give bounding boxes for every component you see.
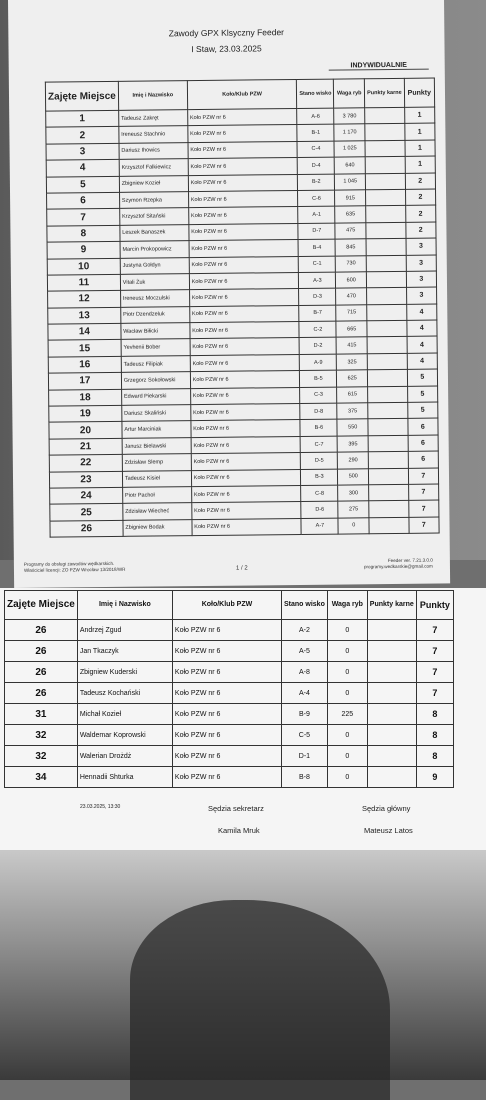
table-row (5, 662, 454, 683)
cell-points: 8 (416, 725, 453, 746)
cell-club: Koło PZW nr 6 (188, 174, 298, 192)
cell-penalty (369, 501, 409, 518)
chief-judge-title: Sędzia główny (362, 804, 411, 813)
cell-stand: C-3 (300, 387, 337, 404)
cell-name: Hennadii Shturka (77, 767, 172, 788)
cell-place: 17 (48, 373, 121, 390)
cell-stand: B-6 (300, 419, 337, 436)
cell-name: Piotr Pachoł (122, 487, 191, 504)
signature-date: 23.03.2025, 13:30 (80, 804, 121, 810)
cell-points: 7 (408, 468, 439, 485)
cell-stand: B-1 (297, 124, 334, 141)
cell-stand: C-7 (300, 436, 337, 453)
cell-stand: D-8 (300, 403, 337, 420)
cell-penalty (367, 288, 407, 305)
cell-penalty (367, 704, 416, 725)
cell-name: Janusz Bielawski (122, 437, 191, 454)
chief-judge-name: Mateusz Latos (364, 826, 413, 835)
col-place-header: Zajęte Miejsce (5, 591, 78, 620)
cell-stand: C-5 (282, 725, 328, 746)
cell-weight: 475 (335, 222, 366, 239)
cell-penalty (368, 435, 408, 452)
cell-place: 26 (5, 683, 78, 704)
cell-weight: 0 (327, 662, 367, 683)
cell-weight: 275 (338, 501, 369, 518)
cell-club: Koło PZW nr 6 (189, 256, 299, 274)
cell-penalty (366, 238, 406, 255)
table-row (5, 683, 454, 704)
cell-stand: A-5 (282, 641, 328, 662)
cell-weight: 615 (337, 386, 368, 403)
cell-name: Dariusz Ihowics (119, 142, 188, 159)
cell-club: Koło PZW nr 6 (190, 387, 300, 405)
cell-club: Koło PZW nr 6 (190, 403, 300, 421)
cell-club: Koło PZW nr 6 (172, 662, 281, 683)
cell-points: 5 (407, 369, 438, 386)
cell-weight: 1 025 (334, 141, 365, 158)
cell-place: 21 (49, 438, 122, 455)
cell-weight: 375 (337, 403, 368, 420)
cell-stand: D-1 (282, 746, 328, 767)
cell-place: 4 (46, 160, 119, 177)
cell-weight: 600 (336, 272, 367, 289)
cell-points: 7 (416, 683, 453, 704)
cell-points: 7 (416, 662, 453, 683)
cell-club: Koło PZW nr 6 (189, 240, 299, 258)
col-points-header: Punkty (404, 78, 435, 107)
results-page-1 (8, 0, 450, 588)
cell-name: Tadeusz Zakręt (118, 110, 187, 127)
cell-points: 4 (406, 304, 437, 321)
cell-name: Grzegorz Sokołowski (121, 372, 190, 389)
cell-stand: D-2 (299, 338, 336, 355)
cell-stand: C-1 (299, 256, 336, 273)
cell-stand: D-6 (301, 501, 338, 518)
cell-club: Koło PZW nr 6 (191, 485, 301, 503)
cell-place: 32 (5, 746, 78, 767)
footer-right (364, 558, 433, 571)
table-row (5, 620, 454, 641)
table-row (50, 517, 439, 537)
cell-points: 3 (406, 238, 437, 255)
cell-points: 4 (407, 336, 438, 353)
col-weight-header: Waga ryb (327, 591, 367, 620)
cell-weight: 415 (337, 337, 368, 354)
cell-name: Piotr Dzendzeluk (121, 306, 190, 323)
cell-stand: D-7 (298, 223, 335, 240)
cell-points: 7 (408, 500, 439, 517)
results-table-page-1 (45, 78, 440, 538)
cell-points: 1 (405, 140, 436, 157)
cell-name: Yevhenii Bober (121, 339, 190, 356)
page-number: 1 / 2 (235, 565, 248, 572)
cell-place: 19 (49, 405, 122, 422)
cell-club: Koło PZW nr 6 (191, 453, 301, 471)
cell-name: Wacław Biłicki (121, 323, 190, 340)
cell-place: 26 (5, 662, 78, 683)
cell-penalty (369, 484, 409, 501)
cell-club: Koło PZW nr 6 (188, 207, 298, 225)
cell-stand: A-6 (297, 108, 334, 125)
cell-club: Koło PZW nr 6 (187, 108, 297, 126)
cell-weight: 1 045 (335, 173, 366, 190)
cell-penalty (365, 107, 405, 124)
cell-weight: 300 (338, 485, 369, 502)
cell-club: Koło PZW nr 6 (172, 704, 281, 725)
cell-penalty (368, 419, 408, 436)
cell-club: Koło PZW nr 6 (189, 223, 299, 241)
cell-points: 3 (406, 255, 437, 272)
cell-stand: A-7 (301, 518, 338, 535)
cell-place: 22 (49, 455, 122, 472)
cell-weight: 665 (336, 321, 367, 338)
cell-stand: B-5 (300, 370, 337, 387)
cell-weight: 635 (335, 206, 366, 223)
table-header-row (5, 591, 454, 620)
cell-place: 15 (48, 340, 121, 357)
table-header-row (45, 78, 434, 111)
cell-name: Vitali Żuk (120, 274, 189, 291)
cell-club: Koło PZW nr 6 (191, 436, 301, 454)
col-club-header: Koło/Klub PZW (172, 591, 281, 620)
cell-name: Walerian Drożdż (77, 746, 172, 767)
cell-penalty (365, 140, 405, 157)
cell-penalty (368, 452, 408, 469)
cell-place: 25 (50, 504, 123, 521)
cell-stand: C-2 (299, 321, 336, 338)
cell-stand: A-3 (299, 272, 336, 289)
col-stand-header: Stano wisko (282, 591, 328, 620)
cell-place: 26 (5, 641, 78, 662)
cell-stand: C-4 (297, 141, 334, 158)
cell-stand: D-3 (299, 288, 336, 305)
cell-weight: 0 (327, 683, 367, 704)
cell-name: Zbigniew Kozieł (119, 175, 188, 192)
results-table-page-2 (4, 590, 454, 788)
cell-place: 8 (47, 225, 120, 242)
cell-stand: B-7 (299, 305, 336, 322)
cell-club: Koło PZW nr 6 (188, 190, 298, 208)
cell-points: 7 (408, 484, 439, 501)
cell-weight: 3 780 (334, 108, 365, 125)
cell-penalty (368, 402, 408, 419)
cell-weight: 395 (338, 436, 369, 453)
cell-penalty (365, 173, 405, 190)
table-row (5, 641, 454, 662)
secretary-title: Sędzia sekretarz (208, 804, 264, 813)
cell-points: 5 (407, 386, 438, 403)
col-weight-header: Waga ryb (334, 79, 365, 108)
results-table-body-2 (5, 620, 454, 788)
footer-email-line: programy.wedkarskie@gmail.com (363, 563, 433, 570)
cell-name: Edward Piekarski (121, 388, 190, 405)
cell-points: 1 (404, 123, 435, 140)
cell-penalty (367, 304, 407, 321)
cell-penalty (367, 725, 416, 746)
cell-points: 3 (406, 271, 437, 288)
cell-club: Koło PZW nr 6 (188, 158, 298, 176)
cell-name: Zdzisław Slemp (122, 454, 191, 471)
cell-penalty (366, 206, 406, 223)
cell-stand: B-8 (282, 767, 328, 788)
cell-penalty (368, 386, 408, 403)
cell-club: Koło PZW nr 6 (191, 469, 301, 487)
cell-stand: A-8 (282, 662, 328, 683)
cell-place: 11 (47, 274, 120, 291)
table-row (5, 725, 454, 746)
cell-points: 1 (404, 107, 435, 124)
cell-place: 2 (46, 127, 119, 144)
cell-club: Koło PZW nr 6 (189, 289, 299, 307)
cell-penalty (367, 746, 416, 767)
cell-place: 26 (50, 520, 123, 537)
cell-club: Koło PZW nr 6 (188, 125, 298, 143)
cell-points: 4 (407, 353, 438, 370)
cell-name: Artur Marciniak (122, 421, 191, 438)
cell-club: Koło PZW nr 6 (189, 272, 299, 290)
cell-club: Koło PZW nr 6 (189, 305, 299, 323)
cell-weight: 640 (335, 157, 366, 174)
cell-place: 3 (46, 143, 119, 160)
cell-place: 23 (49, 471, 122, 488)
cell-stand: A-2 (282, 620, 328, 641)
cell-weight: 0 (327, 641, 367, 662)
cell-name: Andrzej Zgud (77, 620, 172, 641)
cell-points: 8 (416, 704, 453, 725)
cell-name: Michał Kozieł (77, 704, 172, 725)
cell-penalty (367, 337, 407, 354)
cell-name: Tadeusz Kisiel (122, 470, 191, 487)
cell-penalty (367, 662, 416, 683)
cell-club: Koło PZW nr 6 (172, 683, 281, 704)
cell-points: 2 (405, 189, 436, 206)
cell-place: 1 (46, 110, 119, 127)
cell-penalty (366, 189, 406, 206)
footer-version-line: Feeder ver. 7.21.3.0.0 (387, 557, 433, 564)
cell-points: 7 (416, 641, 453, 662)
cell-weight: 325 (337, 354, 368, 371)
cell-place: 32 (5, 725, 78, 746)
cell-points: 3 (406, 287, 437, 304)
secretary-name: Kamila Mruk (218, 826, 260, 835)
cell-stand: A-4 (282, 683, 328, 704)
col-penalty-header: Punkty karne (367, 591, 416, 620)
cell-stand: B-2 (298, 174, 335, 191)
cell-stand: D-4 (298, 157, 335, 174)
cell-weight: 500 (338, 468, 369, 485)
cell-club: Koło PZW nr 6 (190, 354, 300, 372)
cell-points: 4 (407, 320, 438, 337)
cell-points: 2 (405, 222, 436, 239)
col-name-header: Imię i Nazwisko (118, 81, 187, 111)
cell-stand: B-9 (282, 704, 328, 725)
cell-place: 26 (5, 620, 78, 641)
cell-stand: A-9 (300, 354, 337, 371)
cell-weight: 0 (327, 746, 367, 767)
cell-weight: 715 (336, 304, 367, 321)
cell-place: 5 (46, 176, 119, 193)
cell-penalty (367, 683, 416, 704)
cell-penalty (366, 222, 406, 239)
section-label: INDYWIDUALNIE (329, 62, 429, 71)
cell-name: Justyna Gołdyn (120, 257, 189, 274)
cell-penalty (367, 353, 407, 370)
cell-points: 8 (416, 746, 453, 767)
col-penalty-header: Punkty karne (364, 78, 404, 107)
cell-stand: C-8 (301, 485, 338, 502)
results-page-2 (0, 588, 486, 850)
cell-penalty (367, 370, 407, 387)
cell-penalty (369, 468, 409, 485)
cell-club: Koło PZW nr 6 (172, 725, 281, 746)
cell-place: 14 (48, 323, 121, 340)
cell-club: Koło PZW nr 6 (192, 518, 302, 536)
cell-name: Leszek Banaszek (120, 224, 189, 241)
cell-club: Koło PZW nr 6 (192, 502, 302, 520)
cell-weight: 0 (327, 620, 367, 641)
cell-weight: 290 (338, 452, 369, 469)
cell-stand: A-1 (298, 206, 335, 223)
cell-club: Koło PZW nr 6 (190, 338, 300, 356)
cell-penalty (365, 124, 405, 141)
cell-club: Koło PZW nr 6 (172, 746, 281, 767)
cell-name: Tadeusz Kochański (77, 683, 172, 704)
cell-name: Ireneusz Moczulski (120, 290, 189, 307)
cell-name: Jan Tkaczyk (77, 641, 172, 662)
cell-name: Zbigniew Bodak (123, 519, 192, 536)
table-row (5, 704, 454, 725)
cell-place: 34 (5, 767, 78, 788)
cell-weight: 845 (335, 239, 366, 256)
cell-penalty (367, 767, 416, 788)
document-subtitle: I Staw, 23.03.2025 (191, 43, 262, 55)
cell-place: 10 (47, 258, 120, 275)
cell-place: 9 (47, 241, 120, 258)
cell-weight: 470 (336, 288, 367, 305)
cell-stand: B-4 (298, 239, 335, 256)
cell-name: Ireneusz Stachnio (119, 126, 188, 143)
cell-name: Szymon Rzepka (119, 192, 188, 209)
cell-place: 20 (49, 422, 122, 439)
cell-name: Tadeusz Filipiak (121, 355, 190, 372)
cell-weight: 915 (335, 190, 366, 207)
cell-weight: 0 (327, 767, 367, 788)
cell-points: 6 (408, 418, 439, 435)
cell-penalty (366, 271, 406, 288)
cell-place: 6 (47, 192, 120, 209)
cell-weight: 625 (337, 370, 368, 387)
cell-club: Koło PZW nr 6 (191, 420, 301, 438)
col-name-header: Imię i Nazwisko (77, 591, 172, 620)
cell-penalty (367, 320, 407, 337)
cell-name: Zdzisław Wiecheć (123, 503, 192, 520)
col-place-header: Zajęte Miejsce (45, 81, 118, 111)
cell-name: Marcin Prokopowicz (120, 241, 189, 258)
cell-weight: 0 (338, 518, 369, 535)
cell-stand: D-5 (301, 452, 338, 469)
cell-club: Koło PZW nr 6 (172, 767, 281, 788)
cell-place: 13 (48, 307, 121, 324)
cell-points: 6 (408, 451, 439, 468)
cell-points: 7 (409, 517, 440, 534)
cell-club: Koło PZW nr 6 (172, 620, 281, 641)
cell-place: 7 (47, 209, 120, 226)
cell-penalty (365, 157, 405, 174)
footer-program-line: Programy do obsługi zawodów wędkarskich. (23, 560, 115, 567)
cell-points: 2 (405, 205, 436, 222)
cell-points: 2 (405, 173, 436, 190)
cell-weight: 730 (336, 255, 367, 272)
cell-name: Dariusz Skaliński (122, 405, 191, 422)
col-stand-header: Stano wisko (297, 79, 334, 108)
cell-stand: C-6 (298, 190, 335, 207)
cell-points: 5 (407, 402, 438, 419)
cell-name: Krzysztof Sitański (120, 208, 189, 225)
cell-club: Koło PZW nr 6 (190, 371, 300, 389)
table-row (5, 746, 454, 767)
cell-name: Zbigniew Kuderski (77, 662, 172, 683)
cell-penalty (369, 517, 409, 534)
footer-license-line: Właściciel licencji: ZO PZW Wrocław 13/2018/WR (23, 566, 126, 573)
cell-weight: 0 (327, 725, 367, 746)
cell-points: 7 (416, 620, 453, 641)
cell-penalty (366, 255, 406, 272)
cell-penalty (367, 620, 416, 641)
footer-left (24, 561, 126, 574)
cell-club: Koło PZW nr 6 (188, 141, 298, 159)
results-table-body-1 (46, 107, 439, 537)
cell-weight: 550 (337, 419, 368, 436)
cell-place: 31 (5, 704, 78, 725)
cell-weight: 225 (327, 704, 367, 725)
cell-club: Koło PZW nr 6 (190, 322, 300, 340)
document-title: Zawody GPX Klsyczny Feeder (168, 27, 285, 39)
table-row (5, 767, 454, 788)
cell-place: 12 (48, 291, 121, 308)
cell-penalty (367, 641, 416, 662)
cell-place: 18 (49, 389, 122, 406)
cell-points: 9 (416, 767, 453, 788)
col-points-header: Punkty (416, 591, 453, 620)
cell-place: 24 (50, 487, 123, 504)
cell-weight: 1 170 (334, 124, 365, 141)
cell-points: 6 (408, 435, 439, 452)
col-club-header: Koło/Klub PZW (187, 79, 297, 109)
cell-club: Koło PZW nr 6 (172, 641, 281, 662)
cell-place: 16 (48, 356, 121, 373)
cell-name: Krzysztof Falkiewicz (119, 159, 188, 176)
cell-stand: B-3 (301, 469, 338, 486)
cell-points: 1 (405, 156, 436, 173)
cell-name: Waldemar Koprowski (77, 725, 172, 746)
